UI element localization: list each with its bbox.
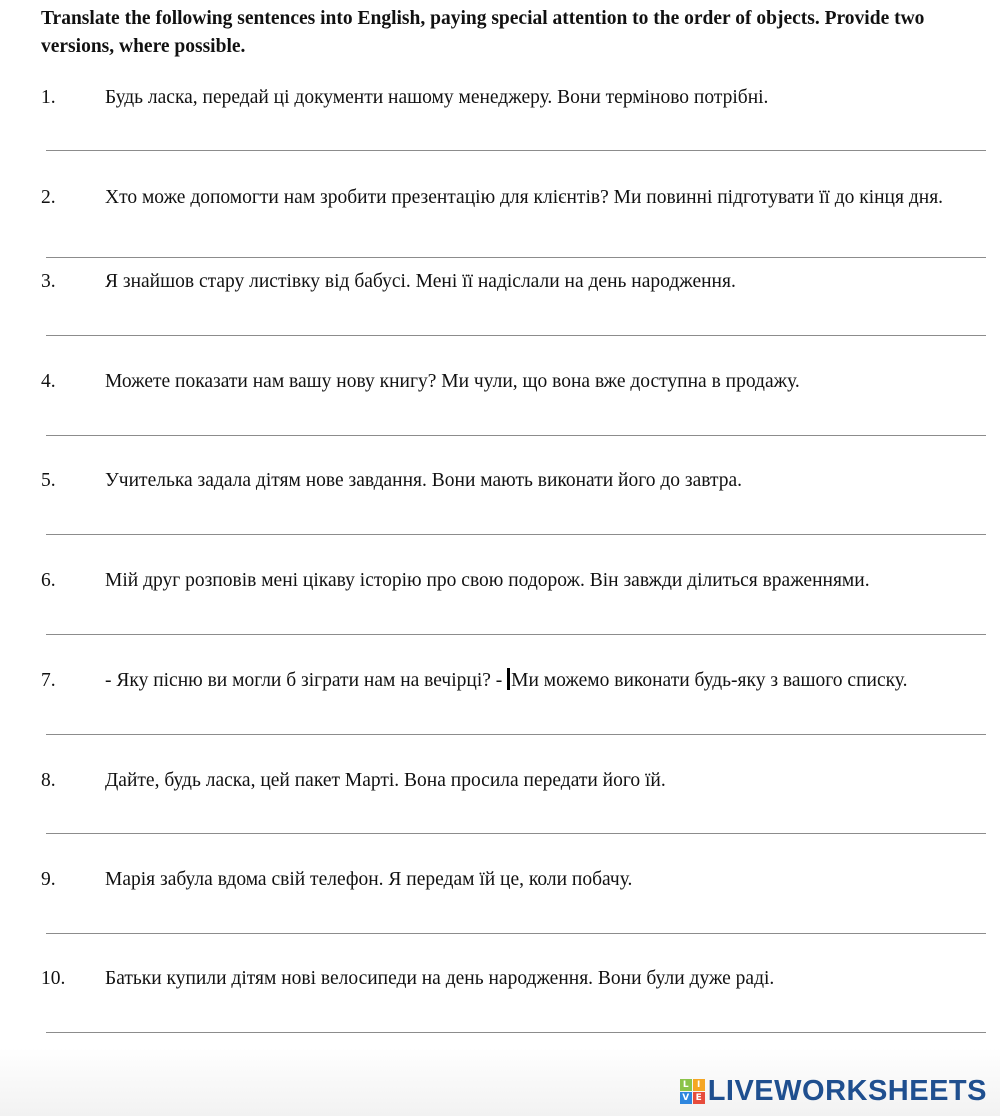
answer-field-8[interactable] — [46, 833, 986, 834]
text-cursor — [507, 668, 510, 690]
answer-field-2[interactable] — [46, 257, 986, 258]
instructions: Translate the following sentences into English, paying special attention to the order of objects. Provide two versions, where possible. — [41, 8, 925, 57]
sentence-item — [41, 767, 986, 795]
item-number: 9. — [41, 869, 56, 890]
answer-field-6[interactable] — [46, 634, 986, 635]
liveworksheets-icon — [680, 1079, 705, 1104]
item-number: 7. — [41, 670, 56, 691]
sentence-item — [41, 268, 986, 296]
logo-tile-v: V — [680, 1092, 692, 1104]
item-number: 6. — [41, 570, 56, 591]
logo-tile-e: E — [693, 1092, 705, 1104]
item-text: Мій друг розповів мені цікаву історію про свою подорож. Він завжди ділиться враженнями. — [105, 570, 870, 591]
logo-tile-i: I — [693, 1079, 705, 1091]
answer-field-4[interactable] — [46, 435, 986, 436]
item-text-part-1: - Яку пісню ви могли б зіграти нам на вечірці? - — [105, 670, 508, 691]
sentence-item — [41, 567, 986, 595]
item-text: Будь ласка, передай ці документи нашому менеджеру. Вони терміново потрібні. — [105, 87, 769, 108]
item-text-part-2: Ми можемо виконати будь-яку з вашого списку. — [511, 670, 908, 691]
item-number: 3. — [41, 271, 56, 292]
answer-field-1[interactable] — [46, 150, 986, 151]
item-text: Я знайшов стару листівку від бабусі. Мені її надіслали на день народження. — [105, 271, 736, 292]
liveworksheets-logo[interactable] — [680, 1075, 987, 1107]
sentence-item — [41, 467, 986, 495]
sentence-item — [41, 368, 986, 396]
sentence-item — [41, 184, 986, 212]
logo-tile-l: L — [680, 1079, 692, 1091]
sentence-item — [41, 84, 986, 112]
brand-name: LIVEWORKSHEETS — [707, 1075, 987, 1107]
sentence-item — [41, 667, 986, 695]
item-text: Хто може допомогти нам зробити презентацію для клієнтів? Ми повинні підготувати її до кінця дня. — [105, 187, 944, 208]
item-number: 8. — [41, 770, 56, 791]
item-text: Дайте, будь ласка, цей пакет Марті. Вона просила передати його їй. — [105, 770, 666, 791]
item-text: Можете показати нам вашу нову книгу? Ми чули, що вона вже доступна в продажу. — [105, 371, 800, 392]
answer-field-9[interactable] — [46, 933, 986, 934]
item-number: 1. — [41, 87, 56, 108]
item-text: Батьки купили дітям нові велосипеди на день народження. Вони були дуже раді. — [105, 968, 775, 989]
item-number: 4. — [41, 371, 56, 392]
answer-field-7[interactable] — [46, 734, 986, 735]
item-text: Марія забула вдома свій телефон. Я передам їй це, коли побачу. — [105, 869, 633, 890]
answer-field-3[interactable] — [46, 335, 986, 336]
answer-field-10[interactable] — [46, 1032, 986, 1033]
item-text: Учителька задала дітям нове завдання. Вони мають виконати його до завтра. — [105, 470, 743, 491]
sentence-item — [41, 965, 986, 993]
item-number: 5. — [41, 470, 56, 491]
item-number: 10. — [41, 968, 66, 989]
item-number: 2. — [41, 187, 56, 208]
sentence-item — [41, 866, 986, 894]
answer-field-5[interactable] — [46, 534, 986, 535]
